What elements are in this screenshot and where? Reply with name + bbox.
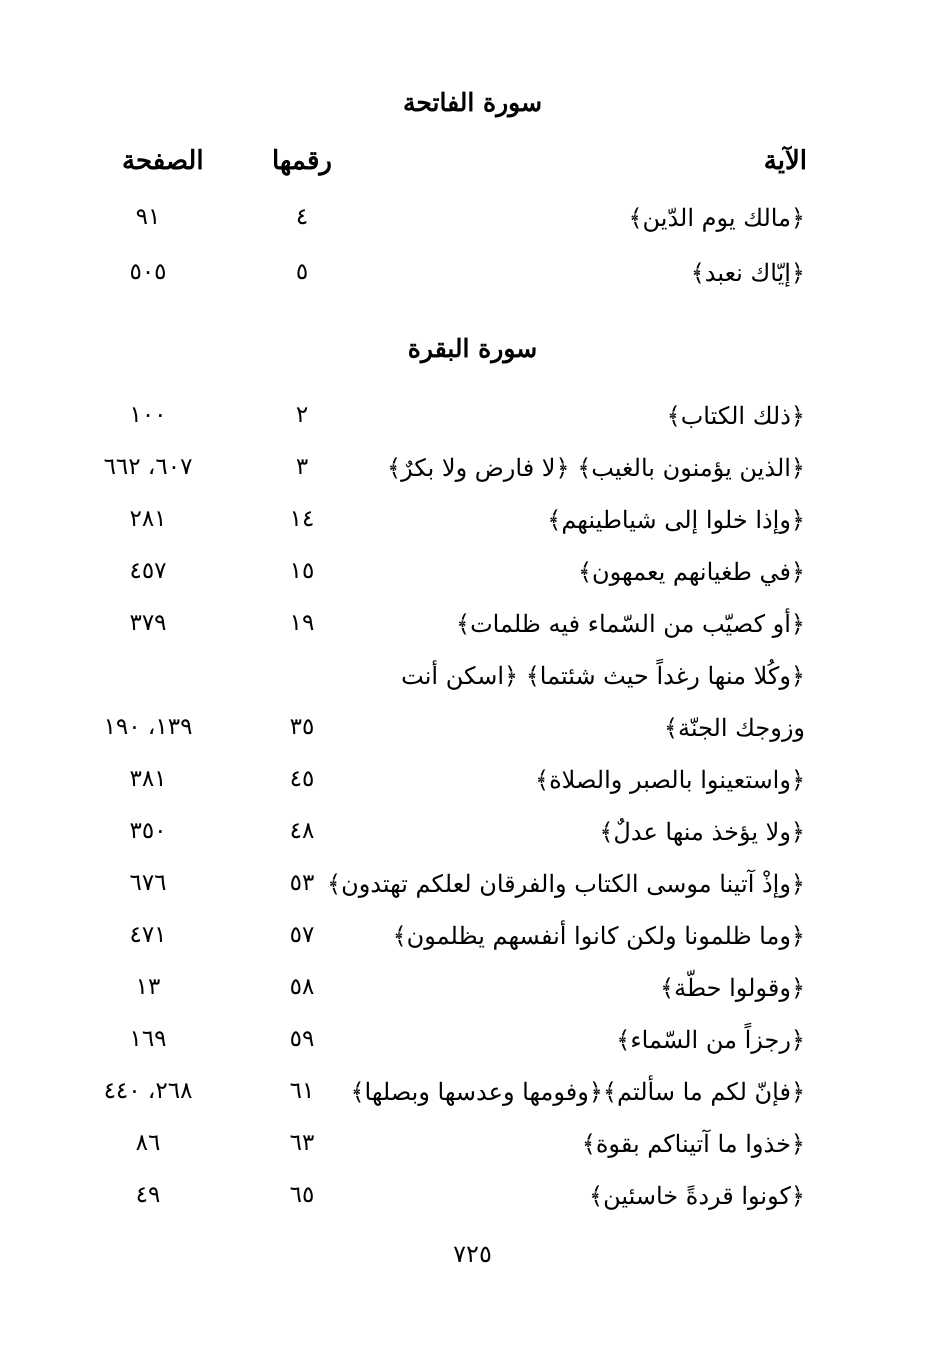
index-row — [0, 766, 945, 806]
ayah-number: ٥٧ — [289, 922, 315, 948]
index-row — [0, 818, 945, 858]
page-reference: ٢٨١ — [129, 506, 167, 532]
page-reference: ١٣ — [135, 974, 161, 1000]
page-reference: ٦٠٧، ٦٦٢ — [103, 454, 193, 480]
page-reference: ٤٧١ — [129, 922, 167, 948]
index-row — [0, 204, 945, 244]
page-reference: ٩١ — [135, 204, 161, 230]
ayah-text: وزوجك الجنّة﴾ — [663, 714, 805, 742]
page-reference: ٤٩ — [135, 1182, 161, 1208]
ayah-number: ١٤ — [289, 506, 315, 532]
ayah-number: ١٩ — [289, 610, 315, 636]
page-reference: ٥٠٥ — [129, 259, 167, 285]
page-reference: ٣٧٩ — [129, 610, 167, 636]
index-row — [0, 662, 945, 702]
ayah-text: ﴿وإذا خلوا إلى شياطينهم﴾ — [547, 506, 805, 534]
ayah-number: ٤٥ — [289, 766, 315, 792]
ayah-text: ﴿إيّاك نعبد﴾ — [690, 259, 805, 287]
ayah-number: ٤٨ — [289, 818, 315, 844]
ayah-number: ٥ — [295, 259, 309, 285]
index-row — [0, 506, 945, 546]
ayah-number: ٦٣ — [289, 1130, 315, 1156]
index-row — [0, 454, 945, 494]
ayah-number: ٢ — [295, 402, 309, 428]
ayah-text: ﴿وما ظلمونا ولكن كانوا أنفسهم يظلمون﴾ — [392, 922, 805, 950]
surah-title-baqara: سورة البقرة — [407, 334, 538, 363]
page-reference: ١٣٩، ١٩٠ — [103, 714, 193, 740]
ayah-text: ﴿واستعينوا بالصبر والصلاة﴾ — [535, 766, 805, 794]
ayah-number: ٦١ — [289, 1078, 315, 1104]
ayah-text: ﴿مالك يوم الدّين﴾ — [628, 204, 805, 232]
page-reference: ٣٨١ — [129, 766, 167, 792]
index-row — [0, 714, 945, 754]
column-header-number: رقمها — [272, 146, 332, 176]
ayah-number: ٥٣ — [289, 870, 315, 896]
ayah-text: ﴿أو كصيّب من السّماء فيه ظلمات﴾ — [456, 610, 805, 638]
page-reference: ٨٦ — [135, 1130, 161, 1156]
ayah-text: ﴿ذلك الكتاب﴾ — [666, 402, 805, 430]
ayah-text: ﴿وقولوا حطّة﴾ — [660, 974, 805, 1002]
page-reference: ٤٥٧ — [129, 558, 167, 584]
page-reference: ١٠٠ — [129, 402, 167, 428]
column-header-ayah: الآية — [763, 146, 807, 176]
ayah-number: ٣٥ — [289, 714, 315, 740]
ayah-text: ﴿فإنّ لكم ما سألتم﴾﴿وفومها وعدسها وبصلها﴾ — [350, 1078, 805, 1106]
ayah-number: ٥٩ — [289, 1026, 315, 1052]
ayah-number: ١٥ — [289, 558, 315, 584]
ayah-text: ﴿كونوا قردةً خاسئين﴾ — [589, 1182, 805, 1210]
ayah-text: ﴿وإذْ آتينا موسى الكتاب والفرقان لعلكم تهتدون﴾ — [327, 870, 805, 898]
page-reference: ٣٥٠ — [129, 818, 167, 844]
ayah-number: ٤ — [295, 204, 309, 230]
index-row — [0, 870, 945, 910]
page-reference: ٦٧٦ — [129, 870, 167, 896]
index-row — [0, 1026, 945, 1066]
page-number: ٧٢٥ — [453, 1240, 492, 1268]
index-row — [0, 558, 945, 598]
index-row — [0, 402, 945, 442]
index-row — [0, 1078, 945, 1118]
ayah-text: ﴿خذوا ما آتيناكم بقوة﴾ — [581, 1130, 805, 1158]
index-row — [0, 1130, 945, 1170]
column-header-page: الصفحة — [122, 146, 204, 176]
ayah-text: ﴿الذين يؤمنون بالغيب﴾ ﴿لا فارض ولا بكرٌ﴾ — [387, 454, 805, 482]
ayah-text: ﴿في طغيانهم يعمهون﴾ — [577, 558, 805, 586]
ayah-number: ٣ — [295, 454, 309, 480]
ayah-number: ٥٨ — [289, 974, 315, 1000]
ayah-number: ٦٥ — [289, 1182, 315, 1208]
index-row — [0, 259, 945, 299]
index-row — [0, 922, 945, 962]
ayah-text: ﴿وكُلا منها رغداً حيث شئتما﴾ ﴿اسكن أنت — [401, 662, 805, 690]
ayah-text: ﴿ولا يؤخذ منها عدلٌ﴾ — [599, 818, 805, 846]
index-row — [0, 974, 945, 1014]
page-reference: ١٦٩ — [129, 1026, 167, 1052]
page-reference: ٢٦٨، ٤٤٠ — [103, 1078, 193, 1104]
surah-title-fatiha: سورة الفاتحة — [402, 88, 543, 117]
index-row — [0, 610, 945, 650]
ayah-text: ﴿رجزاً من السّماء﴾ — [616, 1026, 805, 1054]
index-row — [0, 1182, 945, 1222]
